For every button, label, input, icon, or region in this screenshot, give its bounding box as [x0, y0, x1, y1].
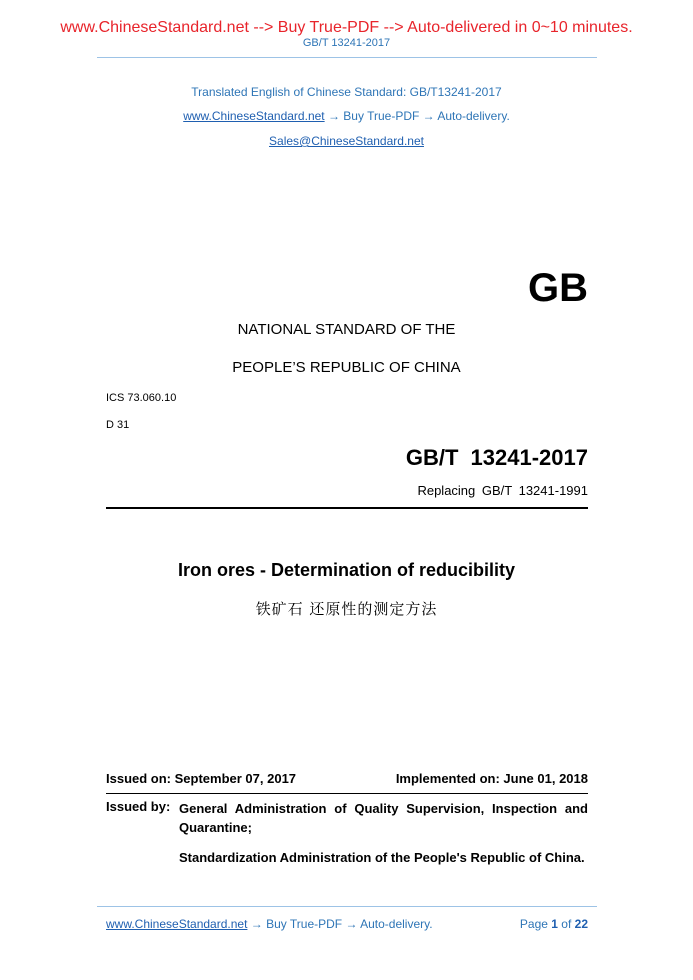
issuing-organizations: [179, 799, 588, 867]
ics-code: ICS 73.060.10: [106, 392, 177, 404]
header-divider: [97, 57, 597, 58]
dates-divider: [106, 793, 588, 794]
promo-banner: www.ChineseStandard.net --> Buy True-PDF --> Auto-delivered in 0~10 minutes.: [60, 19, 633, 36]
title-chinese: 铁矿石 还原性的测定方法: [255, 600, 438, 618]
issued-on-date: Issued on: September 07, 2017: [106, 771, 297, 786]
implemented-on-date: Implemented on: June 01, 2018: [395, 771, 588, 786]
gb-logo: GB: [528, 266, 588, 310]
delivery-line: [0, 109, 693, 123]
page-current: 1: [551, 917, 558, 931]
title-divider: [106, 507, 588, 509]
page-of: of: [557, 917, 575, 931]
title-english: Iron ores - Determination of reducibility: [177, 560, 516, 580]
sales-email-link[interactable]: Sales@ChineseStandard.net: [269, 134, 424, 148]
footer-site-link[interactable]: www.ChineseStandard.net: [106, 917, 248, 931]
translation-notice: Translated English of Chinese Standard: GB/T13241-2017: [191, 85, 502, 99]
footer-delivery-text: → Buy True-PDF → Auto-delivery.: [247, 917, 433, 931]
header-standard-code: GB/T 13241-2017: [302, 37, 391, 49]
site-link[interactable]: www.ChineseStandard.net: [183, 109, 325, 123]
page-total: 22: [574, 917, 588, 931]
issued-by-label: Issued by:: [106, 799, 171, 814]
national-standard-line2: PEOPLE’S REPUBLIC OF CHINA: [232, 359, 461, 376]
delivery-text: → Buy True-PDF → Auto-delivery.: [324, 109, 510, 123]
sales-line: [0, 134, 693, 148]
ccs-code: D 31: [106, 419, 130, 431]
footer-delivery-line: [106, 917, 433, 931]
national-standard-line1: NATIONAL STANDARD OF THE: [237, 321, 456, 338]
issuing-org-2: Standardization Administration of the People's Republic of China.: [179, 850, 585, 865]
replacing-standard: Replacing GB/T 13241-1991: [417, 483, 588, 498]
page-indicator: [520, 917, 588, 931]
page-label: Page: [519, 917, 552, 931]
standard-number: GB/T 13241-2017: [405, 445, 588, 470]
footer-divider: [97, 906, 597, 907]
issuing-org-1: General Administration of Quality Supervision, Inspection and Quarantine;: [179, 801, 588, 835]
